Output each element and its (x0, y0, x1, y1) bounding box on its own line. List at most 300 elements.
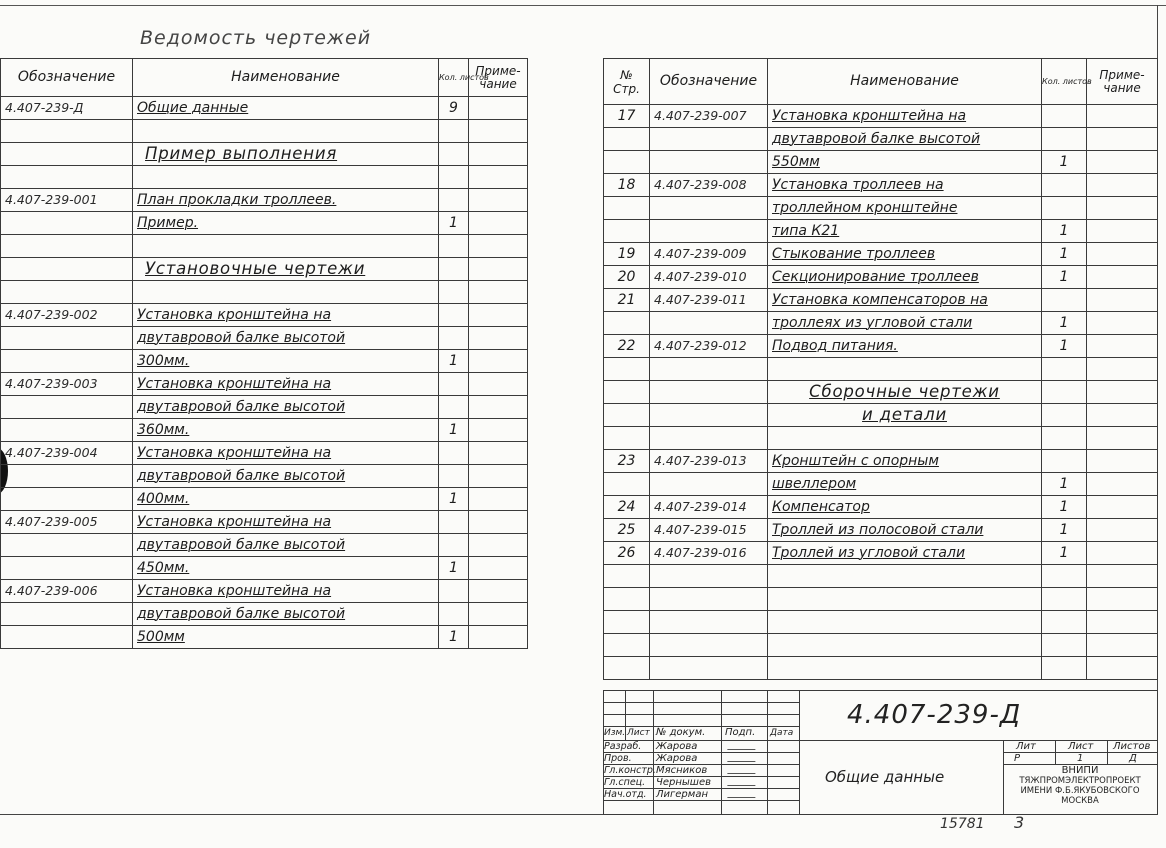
row-note (1087, 611, 1158, 634)
title-block (603, 690, 1157, 814)
row-sheet-count: 1 (439, 212, 469, 235)
row-code (1, 166, 133, 189)
row-name: Общие данные (133, 97, 439, 120)
tb-sheets-label: Листов (1113, 741, 1151, 752)
table-row (1, 396, 528, 419)
row-code: 4.407-239-003 (1, 373, 133, 396)
table-row (1, 511, 528, 534)
row-note (469, 120, 528, 143)
row-name: Кронштейн с опорным (768, 450, 1042, 473)
row-page-no (604, 220, 650, 243)
row-sheet-count: 1 (1042, 312, 1087, 335)
row-name: двутавровой балке высотой (133, 396, 439, 419)
row-sheet-count (439, 143, 469, 166)
row-sheet-count: 1 (1042, 519, 1087, 542)
row-code (650, 611, 768, 634)
row-name: Установка троллеев на (768, 174, 1042, 197)
row-name (768, 427, 1042, 450)
row-code (1, 120, 133, 143)
table-row (604, 220, 1158, 243)
sheet-title: Ведомость чертежей (140, 27, 372, 49)
row-note (469, 143, 528, 166)
row-page-no: 22 (604, 335, 650, 358)
row-sheet-count (1042, 404, 1087, 427)
row-code (1, 143, 133, 166)
row-sheet-count (439, 603, 469, 626)
row-code: 4.407-239-007 (650, 105, 768, 128)
section-heading: Установочные чертежи (133, 258, 439, 281)
row-code: 4.407-239-013 (650, 450, 768, 473)
row-sheet-count (439, 396, 469, 419)
row-name: двутавровой балке высотой (133, 534, 439, 557)
row-note (469, 626, 528, 649)
frame-top-line (0, 5, 1166, 6)
row-page-no (604, 197, 650, 220)
tb-role: Нач.отд. (604, 789, 647, 800)
row-code (650, 404, 768, 427)
tb-role: Разраб. (604, 741, 642, 752)
row-code (1, 465, 133, 488)
row-note (469, 97, 528, 120)
inventory-number: 15781 (940, 816, 985, 832)
table-row (604, 542, 1158, 565)
row-note (1087, 519, 1158, 542)
left-table-body (1, 97, 528, 649)
row-name: 400мм. (133, 488, 439, 511)
row-code (1, 235, 133, 258)
row-name: 360мм. (133, 419, 439, 442)
document-name: Общие данные (825, 768, 945, 786)
row-note (1087, 473, 1158, 496)
section-heading: Пример выполнения (133, 143, 439, 166)
row-note (469, 235, 528, 258)
row-sheet-count: 1 (439, 350, 469, 373)
row-name: Установка кронштейна на (133, 304, 439, 327)
row-sheet-count (439, 580, 469, 603)
tb-header-list: Лист (627, 728, 650, 738)
row-note (469, 396, 528, 419)
table-row (604, 404, 1158, 427)
row-sheet-count: 1 (439, 557, 469, 580)
row-sheet-count (1042, 128, 1087, 151)
row-name: двутавровой балке высотой (133, 327, 439, 350)
row-code: 4.407-239-005 (1, 511, 133, 534)
table-row (604, 381, 1158, 404)
org-line: ИМЕНИ Ф.Б.ЯКУБОВСКОГО (1020, 786, 1140, 796)
row-sheet-count: 1 (1042, 266, 1087, 289)
row-note (469, 442, 528, 465)
row-name: Подвод питания. (768, 335, 1042, 358)
row-name: Пример. (133, 212, 439, 235)
row-code (1, 534, 133, 557)
header-page-no: № Стр. (604, 59, 650, 105)
row-page-no: 25 (604, 519, 650, 542)
row-name: Установка кронштейна на (133, 580, 439, 603)
tb-person: Чернышев (656, 777, 711, 788)
row-page-no (604, 634, 650, 657)
row-code (1, 603, 133, 626)
table-row (1, 419, 528, 442)
row-note (469, 534, 528, 557)
header-name: Наименование (133, 59, 439, 97)
row-note (1087, 312, 1158, 335)
row-name: Установка компенсаторов на (768, 289, 1042, 312)
row-note (1087, 450, 1158, 473)
table-row (604, 312, 1158, 335)
table-row (604, 174, 1158, 197)
table-row (1, 327, 528, 350)
row-note (1087, 335, 1158, 358)
row-sheet-count: 1 (439, 626, 469, 649)
header-sheets: Кол. листов (1042, 59, 1087, 105)
row-page-no (604, 404, 650, 427)
tb-sheet-value: 1 (1077, 753, 1084, 764)
row-sheet-count (439, 511, 469, 534)
row-sheet-count (439, 281, 469, 304)
row-code (650, 427, 768, 450)
row-code: 4.407-239-Д (1, 97, 133, 120)
signature-mark (727, 740, 759, 750)
table-row (604, 657, 1158, 680)
row-sheet-count (1042, 657, 1087, 680)
row-sheet-count: 9 (439, 97, 469, 120)
table-row (604, 473, 1158, 496)
row-note (1087, 542, 1158, 565)
row-name (133, 235, 439, 258)
row-note (1087, 197, 1158, 220)
table-row (604, 151, 1158, 174)
document-code: 4.407-239-Д (847, 700, 1022, 730)
row-page-no (604, 588, 650, 611)
row-code (1, 350, 133, 373)
row-note (1087, 128, 1158, 151)
row-note (1087, 174, 1158, 197)
table-row (1, 442, 528, 465)
row-note (469, 488, 528, 511)
row-name (133, 281, 439, 304)
table-row (604, 243, 1158, 266)
org-line: ВНИПИ (1061, 765, 1099, 776)
row-page-no (604, 128, 650, 151)
signature-mark (727, 776, 759, 786)
row-page-no (604, 611, 650, 634)
row-sheet-count: 1 (1042, 243, 1087, 266)
table-row (1, 557, 528, 580)
header-designation: Обозначение (1, 59, 133, 97)
row-name: Установка кронштейна на (133, 373, 439, 396)
row-code (650, 473, 768, 496)
table-row (604, 496, 1158, 519)
row-code (1, 396, 133, 419)
row-name (768, 588, 1042, 611)
org-line: МОСКВА (1061, 796, 1099, 806)
row-code: 4.407-239-001 (1, 189, 133, 212)
table-row (1, 212, 528, 235)
row-page-no: 24 (604, 496, 650, 519)
row-code (1, 258, 133, 281)
header-note: Приме- чание (1087, 59, 1158, 105)
table-row (1, 189, 528, 212)
row-name: Стыкование троллеев (768, 243, 1042, 266)
row-sheet-count (1042, 174, 1087, 197)
table-row (604, 565, 1158, 588)
row-code (650, 381, 768, 404)
organization-name (1003, 766, 1157, 806)
row-note (1087, 427, 1158, 450)
row-code: 4.407-239-015 (650, 519, 768, 542)
row-note (1087, 151, 1158, 174)
row-note (469, 350, 528, 373)
row-code (650, 634, 768, 657)
row-note (469, 166, 528, 189)
row-sheet-count (1042, 105, 1087, 128)
row-note (469, 281, 528, 304)
row-page-no: 18 (604, 174, 650, 197)
row-sheet-count (439, 166, 469, 189)
row-page-no (604, 151, 650, 174)
row-name: Установка кронштейна на (133, 511, 439, 534)
signature-mark (727, 764, 759, 774)
tb-sheet-label: Лист (1068, 741, 1094, 752)
row-sheet-count (439, 442, 469, 465)
row-page-no (604, 381, 650, 404)
row-code (1, 327, 133, 350)
tb-person: Жарова (656, 741, 698, 752)
table-row (1, 534, 528, 557)
row-code: 4.407-239-010 (650, 266, 768, 289)
table-row (1, 143, 528, 166)
table-row (604, 519, 1158, 542)
format-sheet-number: 3 (1014, 813, 1025, 832)
row-code: 4.407-239-014 (650, 496, 768, 519)
tb-stage-value: Р (1014, 753, 1021, 764)
row-code (1, 626, 133, 649)
row-note (469, 465, 528, 488)
row-sheet-count (439, 304, 469, 327)
tb-role: Гл.спец. (604, 777, 646, 788)
row-sheet-count: 1 (1042, 473, 1087, 496)
row-note (469, 511, 528, 534)
row-name: Секционирование троллеев (768, 266, 1042, 289)
row-code: 4.407-239-006 (1, 580, 133, 603)
tb-header-sign: Подп. (725, 727, 756, 738)
row-sheet-count (439, 120, 469, 143)
table-row (604, 611, 1158, 634)
row-code (1, 212, 133, 235)
row-name: 550мм (768, 151, 1042, 174)
row-sheet-count (439, 235, 469, 258)
table-row (1, 166, 528, 189)
row-page-no (604, 358, 650, 381)
table-row (604, 358, 1158, 381)
row-page-no: 23 (604, 450, 650, 473)
tb-header-date: Дата (770, 728, 794, 738)
row-page-no: 19 (604, 243, 650, 266)
row-note (469, 580, 528, 603)
row-code: 4.407-239-016 (650, 542, 768, 565)
row-name: Компенсатор (768, 496, 1042, 519)
right-table-body (604, 105, 1158, 680)
row-sheet-count (439, 465, 469, 488)
tb-person: Мясников (656, 765, 708, 776)
table-row (1, 373, 528, 396)
row-name: 300мм. (133, 350, 439, 373)
row-sheet-count (1042, 358, 1087, 381)
row-note (1087, 404, 1158, 427)
row-name: троллейном кронштейне (768, 197, 1042, 220)
row-code (1, 419, 133, 442)
header-designation: Обозначение (650, 59, 768, 105)
signature-mark (727, 788, 759, 798)
row-code: 4.407-239-008 (650, 174, 768, 197)
row-code (650, 565, 768, 588)
section-heading: Сборочные чертежи (768, 381, 1042, 404)
table-row (1, 603, 528, 626)
table-row (604, 197, 1158, 220)
row-note (1087, 565, 1158, 588)
row-name (768, 657, 1042, 680)
table-row (1, 580, 528, 603)
tb-person: Лигерман (656, 789, 708, 800)
row-sheet-count (1042, 634, 1087, 657)
row-page-no: 20 (604, 266, 650, 289)
table-row (604, 266, 1158, 289)
row-name: Установка кронштейна на (768, 105, 1042, 128)
row-note (1087, 657, 1158, 680)
row-name: Троллей из угловой стали (768, 542, 1042, 565)
row-code (650, 657, 768, 680)
row-name: 500мм (133, 626, 439, 649)
table-row (604, 128, 1158, 151)
row-note (469, 603, 528, 626)
row-code: 4.407-239-011 (650, 289, 768, 312)
row-name (768, 565, 1042, 588)
row-note (1087, 496, 1158, 519)
row-note (469, 557, 528, 580)
row-sheet-count (1042, 611, 1087, 634)
row-name: троллеях из угловой стали (768, 312, 1042, 335)
row-note (469, 189, 528, 212)
row-sheet-count (439, 258, 469, 281)
row-sheet-count (1042, 565, 1087, 588)
row-sheet-count (439, 534, 469, 557)
row-name: Троллей из полосовой стали (768, 519, 1042, 542)
row-code (1, 557, 133, 580)
row-sheet-count (1042, 427, 1087, 450)
left-drawings-table (0, 58, 528, 649)
row-page-no (604, 312, 650, 335)
table-row (1, 304, 528, 327)
row-code: 4.407-239-002 (1, 304, 133, 327)
header-note: Приме- чание (469, 59, 528, 97)
table-row (604, 105, 1158, 128)
row-sheet-count: 1 (439, 419, 469, 442)
row-note (1087, 381, 1158, 404)
row-code: 4.407-239-009 (650, 243, 768, 266)
row-page-no (604, 565, 650, 588)
row-page-no: 26 (604, 542, 650, 565)
row-name: Установка кронштейна на (133, 442, 439, 465)
table-row (1, 626, 528, 649)
row-code (1, 281, 133, 304)
row-note (469, 258, 528, 281)
tb-role: Гл.констр. (604, 765, 656, 776)
row-name: двутавровой балке высотой (133, 465, 439, 488)
table-row (1, 120, 528, 143)
row-name (768, 634, 1042, 657)
row-sheet-count (439, 373, 469, 396)
row-code (1, 488, 133, 511)
row-page-no: 21 (604, 289, 650, 312)
row-note (1087, 588, 1158, 611)
section-heading: и детали (768, 404, 1042, 427)
row-sheet-count (1042, 197, 1087, 220)
table-row (1, 465, 528, 488)
signature-mark (727, 752, 759, 762)
row-note (1087, 358, 1158, 381)
row-sheet-count (439, 327, 469, 350)
row-sheet-count (1042, 588, 1087, 611)
row-note (469, 373, 528, 396)
row-note (1087, 289, 1158, 312)
row-code: 4.407-239-012 (650, 335, 768, 358)
row-name (768, 611, 1042, 634)
row-sheet-count (1042, 381, 1087, 404)
row-sheet-count (439, 189, 469, 212)
table-row (1, 281, 528, 304)
table-row (604, 634, 1158, 657)
row-note (469, 304, 528, 327)
row-sheet-count: 1 (439, 488, 469, 511)
row-name (133, 120, 439, 143)
row-sheet-count: 1 (1042, 220, 1087, 243)
org-line: ТЯЖПРОМЭЛЕКТРОПРОЕКТ (1019, 776, 1141, 786)
row-name (768, 358, 1042, 381)
row-note (1087, 105, 1158, 128)
row-sheet-count: 1 (1042, 496, 1087, 519)
header-sheets: Кол. листов (439, 59, 469, 97)
row-code (650, 358, 768, 381)
row-name: 450мм. (133, 557, 439, 580)
row-code (650, 312, 768, 335)
row-sheet-count (1042, 450, 1087, 473)
row-page-no (604, 657, 650, 680)
row-note (1087, 634, 1158, 657)
row-name: швеллером (768, 473, 1042, 496)
table-row (1, 258, 528, 281)
row-note (1087, 266, 1158, 289)
row-code (650, 151, 768, 174)
header-name: Наименование (768, 59, 1042, 105)
row-name: План прокладки троллеев. (133, 189, 439, 212)
row-sheet-count (1042, 289, 1087, 312)
row-code (650, 128, 768, 151)
row-name: типа К21 (768, 220, 1042, 243)
row-page-no: 17 (604, 105, 650, 128)
row-code (650, 197, 768, 220)
tb-sheets-value: Д (1129, 753, 1137, 764)
table-row (1, 488, 528, 511)
tb-role: Пров. (604, 753, 632, 764)
tb-stage-label: Лит (1016, 741, 1036, 752)
tb-header-izm: Изм. (604, 728, 626, 738)
row-note (469, 419, 528, 442)
row-code: 4.407-239-004 (1, 442, 133, 465)
table-row (604, 588, 1158, 611)
table-row (1, 235, 528, 258)
row-note (1087, 220, 1158, 243)
tb-person: Жарова (656, 753, 698, 764)
